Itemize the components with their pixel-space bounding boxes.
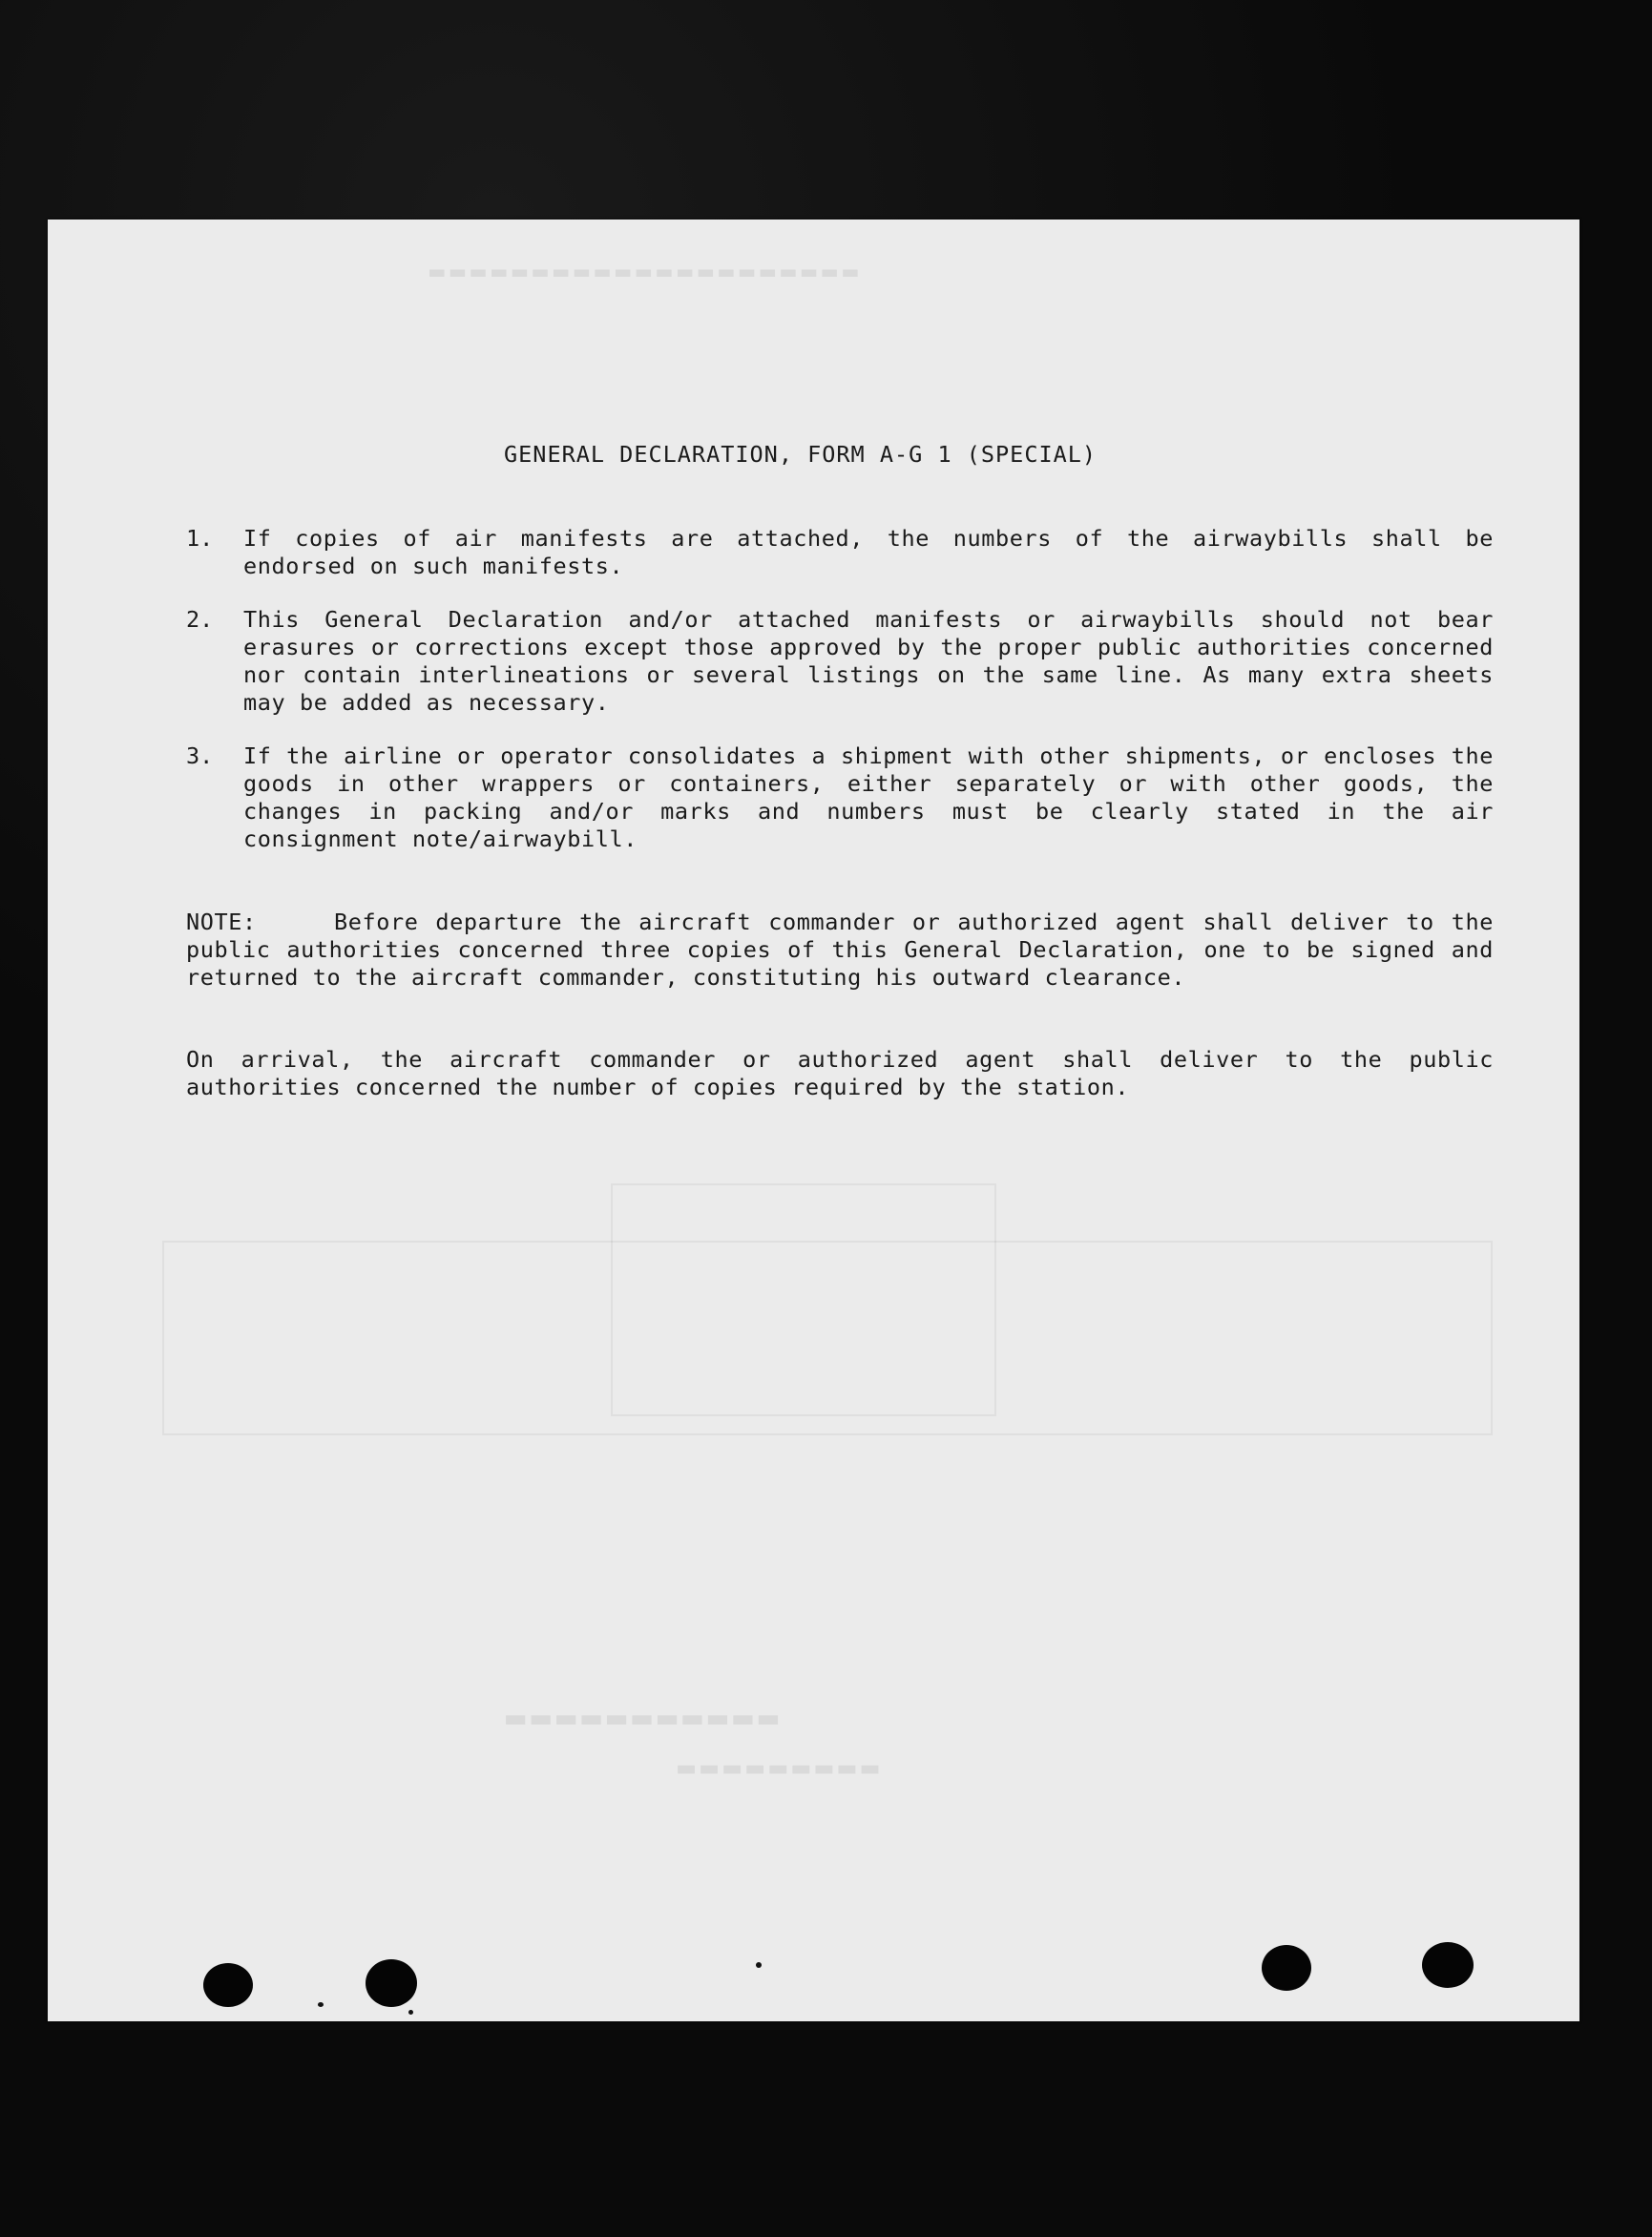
document-page <box>48 220 1579 2021</box>
bleed-through-text: ▬▬▬▬▬▬▬▬▬▬▬▬▬▬▬▬▬▬▬▬▬ <box>429 258 864 286</box>
item-text: If copies of air manifests are attached, the numbers of the airwaybills shall be endorsed on such manifests. <box>243 525 1494 579</box>
punch-hole <box>366 1959 417 2007</box>
bleed-through-text: ▬▬▬▬▬▬▬▬▬▬▬ <box>506 1699 784 1737</box>
punch-hole <box>1262 1945 1311 1991</box>
punch-hole <box>1422 1942 1474 1988</box>
item-number: 3. <box>186 742 214 769</box>
document-body <box>48 220 1579 2021</box>
item-number: 1. <box>186 525 214 552</box>
note-text: Before departure the aircraft commander or authorized agent shall deliver to the public authorities concerned three copies of this General Declaration, one to be signed and returned to the aircraft commander, constituting his outward clearance. <box>186 909 1494 991</box>
speck <box>318 2002 324 2007</box>
item-number: 2. <box>186 606 214 633</box>
document-title: GENERAL DECLARATION, FORM A-G 1 (SPECIAL) <box>504 441 1098 468</box>
punch-hole <box>203 1963 253 2007</box>
speck <box>408 2010 413 2015</box>
item-text: This General Declaration and/or attached manifests or airwaybills should not bear erasures or corrections except those approved by the proper public authorities concerned nor contain interlineations or several listings on the same line. As many extra sheets may be added as necessary. <box>243 606 1494 716</box>
speck <box>756 1962 762 1968</box>
arrival-paragraph: On arrival, the aircraft commander or authorized agent shall deliver to the public authorities concerned the number of copies required by the station. <box>186 1046 1494 1100</box>
bleed-through-text: ▬▬▬▬▬▬▬▬▬ <box>678 1751 885 1785</box>
note-label: NOTE: <box>186 909 257 935</box>
note-paragraph <box>186 909 1494 992</box>
item-text: If the airline or operator consolidates a shipment with other shipments, or encloses the goods in other wrappers or containers, either separately or with other goods, the changes in packing and/or marks and numbers must be clearly stated in the air consignment note/airwaybill. <box>243 742 1494 852</box>
